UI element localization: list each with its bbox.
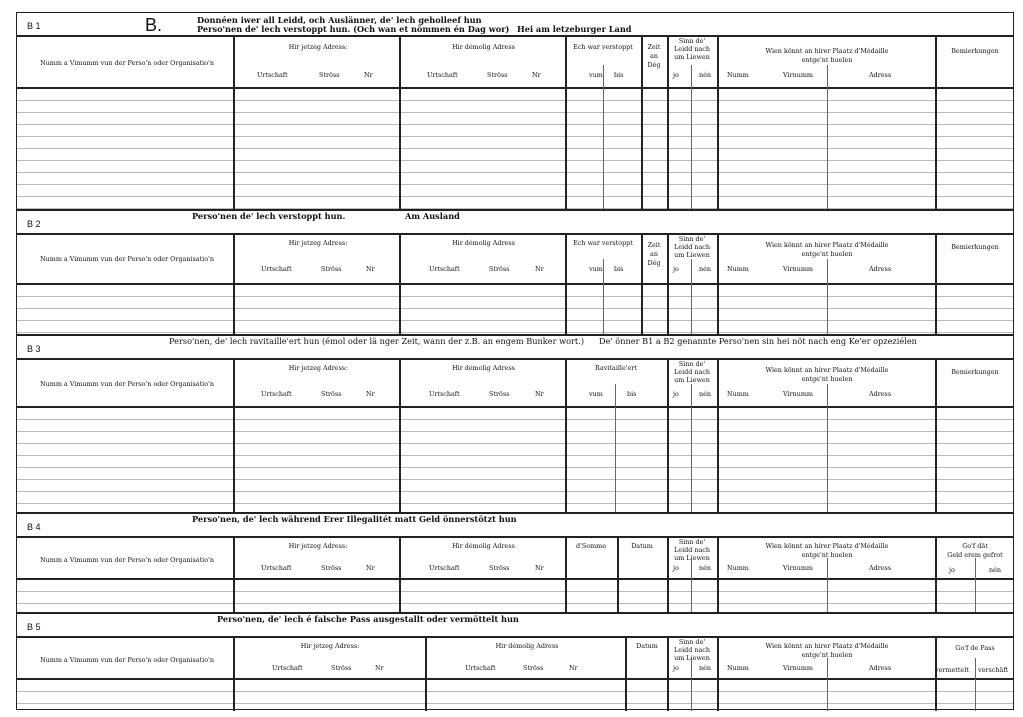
- header-to: bis: [627, 390, 637, 398]
- header-passport-arranged: vermettelt: [935, 666, 969, 674]
- header-m-name: Numm: [727, 265, 749, 273]
- column-divider: [667, 235, 669, 334]
- header-no: nén: [699, 71, 712, 79]
- section-location: Am Ausland: [405, 211, 460, 221]
- column-divider: [233, 538, 235, 612]
- column-divider: [641, 37, 643, 209]
- header-nr: Nr: [366, 265, 375, 273]
- column-divider: [603, 259, 604, 334]
- section-title-row: [17, 614, 1013, 638]
- header-nr: Nr: [569, 664, 578, 672]
- header-former-address: Hir démolig Adress: [495, 642, 559, 650]
- header-nr: Nr: [364, 71, 373, 79]
- section-title: Donnéen iwer all Leidd, och Auslänner, de' lech geholleef hun: [197, 15, 482, 25]
- header-name: Numm a Vimumm vun der Perso'n oder Organisatio'n: [40, 380, 214, 388]
- header-street: Ströss: [487, 71, 508, 79]
- header-former-address: Hir démolig Adress: [452, 239, 515, 247]
- header-medal: Wien könnt an hirer Plaatz d'Médaille: [765, 47, 889, 55]
- section-title-row: [17, 211, 1013, 235]
- table-body: [17, 408, 1013, 512]
- header-no: nén: [699, 390, 712, 398]
- column-divider: [691, 384, 692, 512]
- header-street: Ströss: [321, 390, 342, 398]
- column-divider: [691, 558, 692, 612]
- table-body: [17, 89, 1013, 209]
- header-supplied: Ravitaille'ert: [595, 364, 637, 372]
- column-divider: [399, 235, 401, 334]
- column-divider: [667, 538, 669, 612]
- header-former-address: Hir démolig Adress: [452, 542, 515, 550]
- header-street: Ströss: [321, 564, 342, 572]
- header-alive: Leidd nach: [674, 646, 710, 654]
- header-street: Ströss: [319, 71, 340, 79]
- column-divider: [717, 638, 719, 711]
- header-place: Urtschaft: [261, 390, 292, 398]
- column-divider: [667, 638, 669, 711]
- column-divider: [827, 558, 828, 612]
- header-m-first: Virnumm: [783, 265, 813, 273]
- section-id: B 2: [27, 219, 41, 229]
- header-yes: jo: [673, 390, 679, 398]
- header-current-address: Hir jetzeg Adress:: [288, 542, 348, 550]
- column-divider: [667, 37, 669, 209]
- header-former-address: Hir démolig Adress: [452, 364, 515, 372]
- column-divider: [603, 65, 604, 209]
- header-m-address: Adress: [869, 390, 892, 398]
- column-divider: [827, 65, 828, 209]
- column-divider: [565, 538, 567, 612]
- section-id: B 3: [27, 344, 41, 354]
- column-divider: [691, 658, 692, 711]
- header-street: Ströss: [489, 265, 510, 273]
- header-m-address: Adress: [869, 564, 892, 572]
- section-b1: [17, 13, 1013, 211]
- header-hidden: Ech war verstoppt: [573, 239, 633, 247]
- header-yes: jo: [673, 71, 679, 79]
- column-divider: [717, 360, 719, 512]
- header-alive: Leidd nach: [674, 45, 710, 53]
- header-alive: um Liewen: [674, 53, 710, 61]
- column-divider: [827, 259, 828, 334]
- header-alive: Leidd nach: [674, 546, 710, 554]
- header-medal: Wien könnt an hirer Plaatz d'Médaille: [765, 642, 889, 650]
- header-alive: Sinn de': [678, 37, 706, 45]
- section-subtitle: Perso'nen de' lech verstoppt hun. (Och wan et nömmen én Dag wor): [197, 24, 510, 34]
- section-b2: [17, 211, 1013, 336]
- section-note: De' önner B1 a B2 genannte Perso'nen sin hei nöt nach eng Ke'er opzeziélen: [599, 336, 917, 346]
- header-passport-obtained: verschäft: [978, 666, 1009, 674]
- header-nr: Nr: [532, 71, 541, 79]
- header-name: Numm a Vimumm vun der Perso'n oder Organisatio'n: [40, 556, 214, 564]
- column-divider: [641, 235, 643, 334]
- header-street: Ströss: [489, 390, 510, 398]
- column-divider: [565, 37, 567, 209]
- header-m-first: Virnumm: [783, 564, 813, 572]
- header-m-address: Adress: [869, 664, 892, 672]
- section-id: B 1: [27, 21, 41, 31]
- column-divider: [691, 65, 692, 209]
- column-divider: [667, 360, 669, 512]
- header-medal: Wien könnt an hirer Plaatz d'Médaille: [765, 241, 889, 249]
- header-m-first: Virnumm: [783, 664, 813, 672]
- section-id: B 4: [27, 522, 41, 532]
- header-medal: Wien könnt an hirer Plaatz d'Médaille: [765, 542, 889, 550]
- header-yes: jo: [949, 566, 955, 574]
- header-alive: um Liewen: [674, 654, 710, 662]
- header-m-name: Numm: [727, 71, 749, 79]
- header-m-first: Virnumm: [783, 71, 813, 79]
- header-m-name: Numm: [727, 390, 749, 398]
- header-medal: entge'nt huelen: [801, 551, 853, 559]
- header-place: Urtschaft: [429, 265, 460, 273]
- column-divider: [975, 658, 976, 711]
- header-alive: Leidd nach: [674, 243, 710, 251]
- header-alive: um Liewen: [674, 554, 710, 562]
- header-nr: Nr: [366, 564, 375, 572]
- column-divider: [717, 37, 719, 209]
- header-time: Zeit: [647, 241, 661, 249]
- header-current-address: Hir jetzeg Adress:: [300, 642, 360, 650]
- column-divider: [827, 384, 828, 512]
- header-from: vum: [589, 265, 603, 273]
- section-location: Hei am letzeburger Land: [517, 24, 632, 34]
- section-b4: [17, 514, 1013, 614]
- header-sum: d'Somme: [576, 542, 606, 550]
- form-letter: B.: [145, 15, 163, 35]
- column-divider: [935, 37, 937, 209]
- section-title: Perso'nen, de' lech ravitaille'ert hun (émol oder lä nger Zeit, wann der z.B. an engem Bunker wort.): [169, 336, 585, 346]
- header-money-returned: Geld erem gefrot: [947, 551, 1003, 559]
- header-place: Urtschaft: [272, 664, 303, 672]
- header-remarks: Bemierkungen: [951, 47, 999, 55]
- table-header: [17, 37, 1013, 89]
- header-place: Urtschaft: [257, 71, 288, 79]
- header-m-name: Numm: [727, 564, 749, 572]
- header-place: Urtschaft: [261, 564, 292, 572]
- header-no: nén: [699, 564, 712, 572]
- header-time: Dég: [647, 259, 661, 267]
- header-date: Datum: [636, 642, 658, 650]
- column-divider: [691, 259, 692, 334]
- header-passport: Go'f de Pass: [955, 644, 995, 652]
- column-divider: [399, 360, 401, 512]
- section-b3: [17, 336, 1013, 514]
- header-former-address: Hir démolig Adress: [452, 43, 515, 51]
- table-header: [17, 360, 1013, 408]
- header-nr: Nr: [535, 390, 544, 398]
- column-divider: [975, 558, 976, 612]
- header-no: nén: [699, 265, 712, 273]
- table-header: [17, 235, 1013, 285]
- header-street: Ströss: [523, 664, 544, 672]
- section-title: Perso'nen, de' lech während Erer Illegalitét matt Geld önnerstötzt hun: [192, 514, 517, 524]
- header-nr: Nr: [535, 265, 544, 273]
- column-divider: [615, 384, 616, 512]
- header-place: Urtschaft: [429, 564, 460, 572]
- form-page: [16, 12, 1014, 710]
- header-current-address: Hir jetzeg Adress:: [288, 364, 348, 372]
- header-name: Numm a Vimumm vun der Perso'n oder Organisatio'n: [40, 59, 214, 67]
- column-divider: [935, 235, 937, 334]
- column-divider: [617, 538, 619, 612]
- column-divider: [233, 37, 235, 209]
- header-name: Numm a Vimumm vun der Perso'n oder Organisatio'n: [40, 255, 214, 263]
- table-body: [17, 285, 1013, 334]
- header-time: Dég: [647, 61, 661, 69]
- header-alive: Sinn de': [678, 638, 706, 646]
- header-hidden: Ech war verstoppt: [573, 43, 633, 51]
- column-divider: [565, 360, 567, 512]
- header-money-returned: Go'f dät: [962, 542, 988, 550]
- column-divider: [233, 235, 235, 334]
- header-date: Datum: [631, 542, 653, 550]
- header-alive: Leidd nach: [674, 368, 710, 376]
- header-nr: Nr: [375, 664, 384, 672]
- header-current-address: Hir jetzeg Adress:: [288, 239, 348, 247]
- column-divider: [827, 658, 828, 711]
- header-remarks: Bemierkungen: [951, 368, 999, 376]
- table-header: [17, 538, 1013, 580]
- header-to: bis: [614, 71, 624, 79]
- table-body: [17, 580, 1013, 612]
- header-m-address: Adress: [869, 265, 892, 273]
- header-street: Ströss: [489, 564, 510, 572]
- header-to: bis: [614, 265, 624, 273]
- header-alive: um Liewen: [674, 251, 710, 259]
- table-body: [17, 680, 1013, 711]
- header-alive: Sinn de': [678, 235, 706, 243]
- header-medal: entge'nt huelen: [801, 375, 853, 383]
- header-street: Ströss: [321, 265, 342, 273]
- header-yes: jo: [673, 265, 679, 273]
- header-alive: Sinn de': [678, 360, 706, 368]
- column-divider: [425, 638, 427, 711]
- header-time: an: [650, 52, 658, 60]
- header-medal: entge'nt huelen: [801, 651, 853, 659]
- header-from: vum: [589, 390, 603, 398]
- header-place: Urtschaft: [465, 664, 496, 672]
- section-title-row: [17, 336, 1013, 360]
- header-no: nén: [989, 566, 1002, 574]
- header-current-address: Hir jetzeg Adress:: [288, 43, 348, 51]
- section-title-row: [17, 514, 1013, 538]
- column-divider: [935, 638, 937, 711]
- header-nr: Nr: [366, 390, 375, 398]
- header-no: nén: [699, 664, 712, 672]
- header-nr: Nr: [535, 564, 544, 572]
- header-medal: entge'nt huelen: [801, 56, 853, 64]
- table-header: [17, 638, 1013, 680]
- header-from: vum: [589, 71, 603, 79]
- header-alive: um Liewen: [674, 376, 710, 384]
- header-street: Ströss: [331, 664, 352, 672]
- header-medal: entge'nt huelen: [801, 250, 853, 258]
- column-divider: [399, 538, 401, 612]
- header-place: Urtschaft: [427, 71, 458, 79]
- section-title: Perso'nen de' lech verstoppt hun.: [192, 211, 346, 221]
- header-time: an: [650, 250, 658, 258]
- section-title: Perso'nen, de' lech é falsche Pass ausgestallt oder vermöttelt hun: [217, 614, 519, 624]
- header-m-first: Virnumm: [783, 390, 813, 398]
- header-place: Urtschaft: [261, 265, 292, 273]
- header-time: Zeit: [647, 43, 661, 51]
- section-b5: [17, 614, 1013, 711]
- column-divider: [625, 638, 627, 711]
- header-remarks: Bemierkungen: [951, 243, 999, 251]
- header-alive: Sinn de': [678, 538, 706, 546]
- header-place: Urtschaft: [429, 390, 460, 398]
- column-divider: [717, 538, 719, 612]
- column-divider: [935, 360, 937, 512]
- column-divider: [935, 538, 937, 612]
- header-yes: jo: [673, 564, 679, 572]
- header-m-name: Numm: [727, 664, 749, 672]
- section-title-row: [17, 13, 1013, 37]
- column-divider: [233, 638, 235, 711]
- header-yes: jo: [673, 664, 679, 672]
- column-divider: [565, 235, 567, 334]
- header-medal: Wien könnt an hirer Plaatz d'Médaille: [765, 366, 889, 374]
- column-divider: [717, 235, 719, 334]
- column-divider: [399, 37, 401, 209]
- column-divider: [233, 360, 235, 512]
- header-name: Numm a Vimumm vun der Perso'n oder Organisatio'n: [40, 656, 214, 664]
- section-id: B 5: [27, 622, 41, 632]
- header-m-address: Adress: [869, 71, 892, 79]
